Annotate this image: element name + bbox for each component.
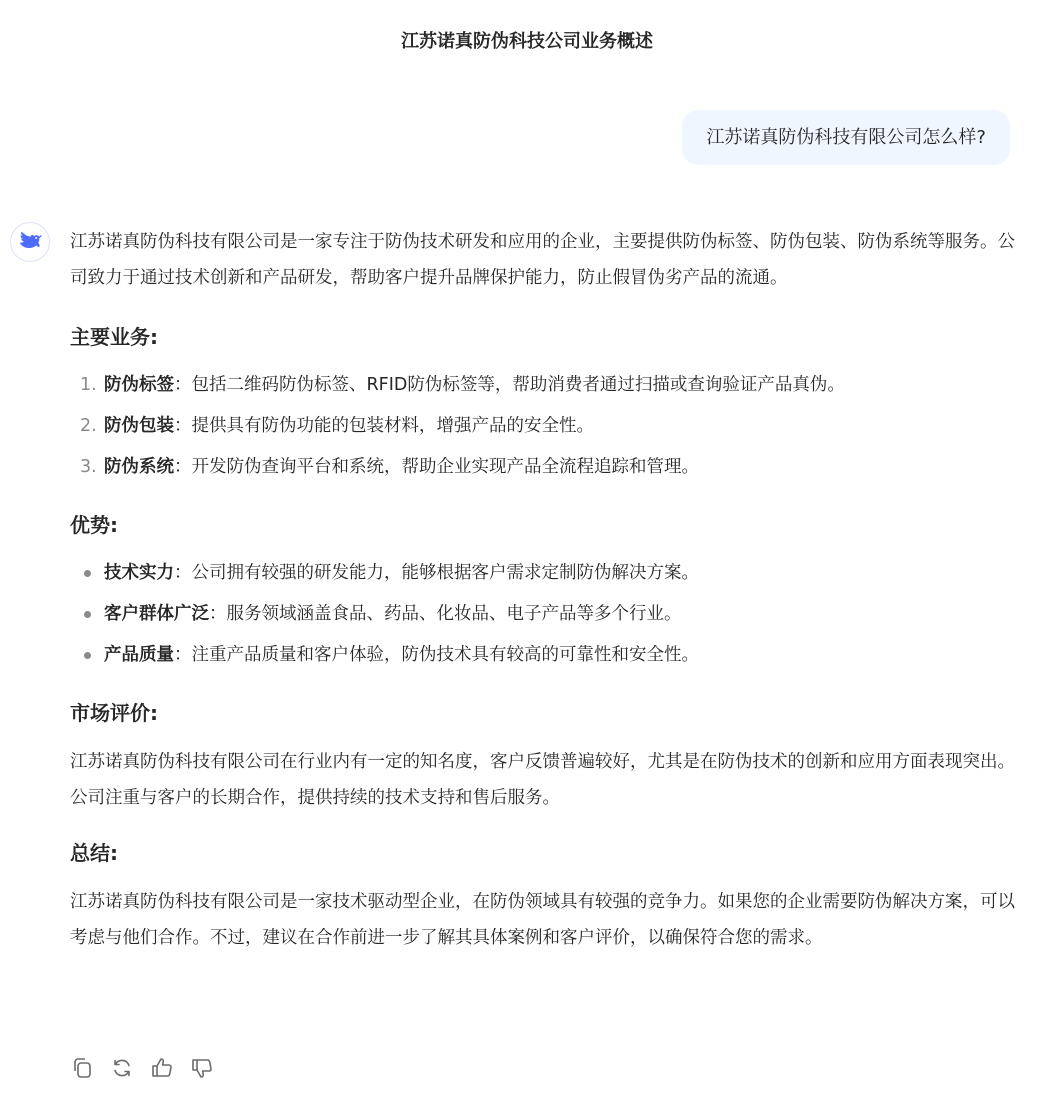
- list-item: [70, 447, 1015, 488]
- list-item-desc: ：开发防伪查询平台和系统，帮助企业实现产品全流程追踪和管理。: [174, 457, 699, 477]
- bullet-dot: [84, 570, 91, 577]
- answer-intro: 江苏诺真防伪科技有限公司是一家专注于防伪技术研发和应用的企业，主要提供防伪标签、防伪包装、防伪系统等服务。公司致力于通过技术创新和产品研发，帮助客户提升品牌保护能力，防止假冒伪劣产品的流通。: [70, 232, 1015, 288]
- thumbs-down-icon: [190, 1056, 214, 1080]
- copy-icon: [70, 1056, 94, 1080]
- list-item-desc: ：注重产品质量和客户体验，防伪技术具有较高的可靠性和安全性。: [174, 645, 699, 665]
- summary-paragraph: 江苏诺真防伪科技有限公司是一家技术驱动型企业，在防伪领域具有较强的竞争力。如果您的企业需要防伪解决方案，可以考虑与他们合作。不过，建议在合作前进一步了解其具体案例和客户评价，以确保符合您的需求。: [70, 892, 1015, 948]
- list-number: 1.: [80, 375, 97, 395]
- regenerate-button[interactable]: [110, 1056, 134, 1080]
- list-item: [70, 365, 1015, 406]
- like-button[interactable]: [150, 1056, 174, 1080]
- section-heading-business: 主要业务:: [70, 325, 158, 349]
- list-number: 2.: [80, 416, 97, 436]
- list-item: [70, 406, 1015, 447]
- user-message-bubble: 江苏诺真防伪科技有限公司怎么样?: [682, 110, 1010, 165]
- bullet-dot: [84, 611, 91, 618]
- list-item-desc: ：服务领域涵盖食品、药品、化妆品、电子产品等多个行业。: [209, 604, 682, 624]
- list-item: [70, 635, 1015, 676]
- list-item-term: 客户群体广泛: [104, 604, 209, 624]
- assistant-avatar: [10, 222, 50, 262]
- list-item-term: 技术实力: [104, 563, 174, 583]
- list-number: 3.: [80, 457, 97, 477]
- copy-button[interactable]: [70, 1056, 94, 1080]
- list-item-term: 防伪系统: [104, 457, 174, 477]
- list-item-desc: ：包括二维码防伪标签、RFID防伪标签等，帮助消费者通过扫描或查询验证产品真伪。: [174, 375, 845, 395]
- section-heading-market: 市场评价:: [70, 701, 158, 725]
- list-item-term: 防伪包装: [104, 416, 174, 436]
- advantage-list: [70, 553, 1015, 676]
- list-item-term: 防伪标签: [104, 375, 174, 395]
- market-paragraph: 江苏诺真防伪科技有限公司在行业内有一定的知名度，客户反馈普遍较好，尤其是在防伪技术的创新和应用方面表现突出。公司注重与客户的长期合作，提供持续的技术支持和售后服务。: [70, 752, 1015, 808]
- page-title: 江苏诺真防伪科技公司业务概述: [401, 31, 653, 52]
- whale-logo-icon: [17, 232, 43, 252]
- thumbs-up-icon: [150, 1056, 174, 1080]
- list-item-term: 产品质量: [104, 645, 174, 665]
- list-item: [70, 594, 1015, 635]
- message-actions: [70, 1056, 214, 1080]
- list-item-desc: ：提供具有防伪功能的包装材料，增强产品的安全性。: [174, 416, 594, 436]
- regenerate-icon: [110, 1056, 134, 1080]
- list-item-desc: ：公司拥有较强的研发能力，能够根据客户需求定制防伪解决方案。: [174, 563, 699, 583]
- section-heading-advantage: 优势:: [70, 513, 118, 537]
- dislike-button[interactable]: [190, 1056, 214, 1080]
- list-item: [70, 553, 1015, 594]
- assistant-answer: [70, 224, 1015, 956]
- section-heading-summary: 总结:: [70, 841, 118, 865]
- bullet-dot: [84, 652, 91, 659]
- business-list: [70, 365, 1015, 488]
